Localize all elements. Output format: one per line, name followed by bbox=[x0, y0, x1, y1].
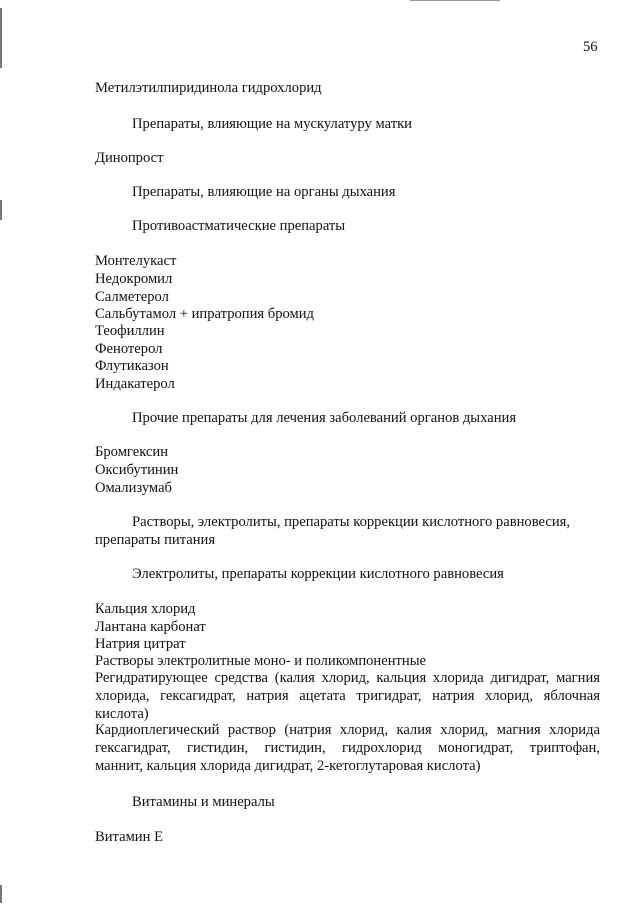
scan-edge-mark bbox=[0, 200, 2, 220]
drug-item: Недокромил bbox=[95, 271, 173, 287]
paragraph-line: маннит, кальция хлорида дигидрат, 2-кетоглутаровая кислота) bbox=[95, 758, 481, 774]
section-heading: Прочие препараты для лечения заболеваний органов дыхания bbox=[132, 410, 517, 426]
section-heading: Растворы, электролиты, препараты коррекции кислотного равновесия, bbox=[132, 514, 570, 530]
drug-item: Метилэтилпиридинола гидрохлорид bbox=[95, 80, 322, 96]
drug-item: Витамин Е bbox=[95, 829, 163, 845]
drug-item: Лантана карбонат bbox=[95, 619, 206, 635]
drug-item: Кальция хлорид bbox=[95, 601, 196, 617]
paragraph-line: гексагидрат, гистидин, гистидин, гидрохлорид моногидрат, триптофан, bbox=[95, 740, 600, 756]
paragraph-line: кислота) bbox=[95, 706, 149, 722]
paragraph-line: хлорида, гексагидрат, натрия ацетата тригидрат, натрия хлорид, яблочная bbox=[95, 688, 600, 704]
scan-top-mark bbox=[410, 0, 500, 1]
drug-item: Оксибутинин bbox=[95, 462, 179, 478]
section-heading-continuation: препараты питания bbox=[95, 532, 216, 548]
section-heading: Противоастматические препараты bbox=[132, 218, 346, 234]
drug-item: Сальбутамол + ипратропия бромид bbox=[95, 306, 314, 322]
paragraph-line: Кардиоплегический раствор (натрия хлорид, калия хлорид, магния хлорида bbox=[95, 722, 600, 738]
section-heading: Электролиты, препараты коррекции кислотного равновесия bbox=[132, 566, 504, 582]
paragraph-line: Регидратирующее средства (калия хлорид, кальция хлорида дигидрат, магния bbox=[95, 670, 600, 686]
section-heading: Витамины и минералы bbox=[132, 794, 275, 810]
drug-item: Теофиллин bbox=[95, 323, 165, 339]
section-heading: Препараты, влияющие на мускулатуру матки bbox=[132, 116, 412, 132]
section-heading: Препараты, влияющие на органы дыхания bbox=[132, 184, 396, 200]
drug-item: Динопрост bbox=[95, 150, 164, 166]
drug-item: Натрия цитрат bbox=[95, 636, 186, 652]
drug-item: Монтелукаст bbox=[95, 253, 177, 269]
drug-item: Растворы электролитные моно- и поликомпонентные bbox=[95, 653, 427, 669]
scan-edge-mark bbox=[0, 885, 2, 903]
drug-item: Флутиказон bbox=[95, 358, 169, 374]
drug-item-paragraph bbox=[95, 721, 600, 775]
drug-item: Омализумаб bbox=[95, 480, 172, 496]
drug-item-paragraph bbox=[95, 669, 600, 723]
drug-item: Фенотерол bbox=[95, 341, 163, 357]
page-number: 56 bbox=[583, 39, 598, 55]
scan-edge-mark bbox=[0, 8, 2, 68]
drug-item: Бромгексин bbox=[95, 444, 169, 460]
drug-item: Салметерол bbox=[95, 289, 169, 305]
drug-item: Индакатерол bbox=[95, 376, 175, 392]
